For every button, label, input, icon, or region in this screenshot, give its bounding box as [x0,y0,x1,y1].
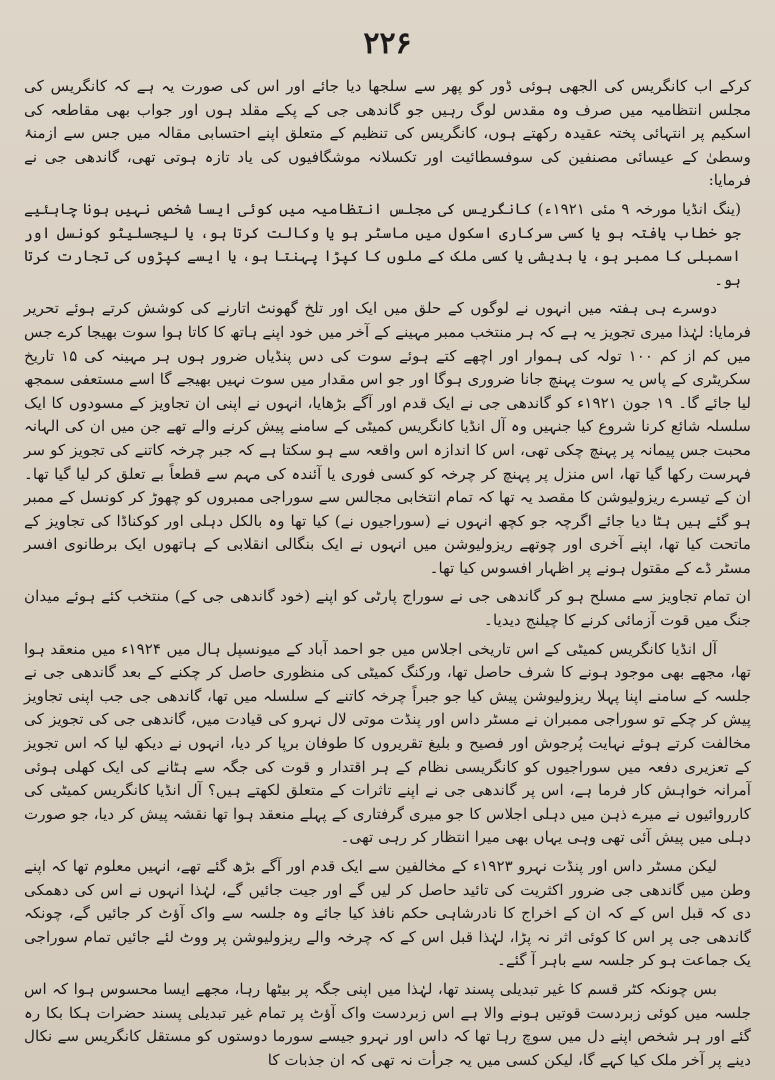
paragraph: دوسرے ہی ہفتہ میں انہوں نے لوگوں کے حلق میں ایک اور تلخ گھونٹ اتارنے کی کوشش کرتے ہوئے تحریر فرمایا: لہٰذا میری تجویز یہ ہے کہ ہر منتخب ممبر مہینے کے آخر میں خود اپنے ہاتھ کا کاتا ہوا سوت بھیجا کرے جس میں کم از کم ۱۰۰ تولہ کی ہموار اور اچھے کتے ہوئے سوت کی دس پنڈیاں ضرور ہوں ہر مہینہ کی ۱۵ تاریخ سکریٹری کے پاس یہ سوت پہنچ جانا ضروری ہوگا اور جو اس مقدار میں سوت نہیں بھیجے گا اسے مستعفی سمجھ لیا جائے گا۔ ۱۹ جون ۱۹۲۱ء کو گاندھی جی نے ایک قدم اور آگے بڑھایا، انہوں نے اپنی ان تجاویز کے مسودوں کا ایک سلسلہ شائع کرنا شروع کیا جنہیں وہ آل انڈیا کانگریس کمیٹی کے سامنے پیش کرنے والے تھے جن میں ان کی الہانہ محبت جس پیمانہ پر پہنچ چکی تھی، اس کا اندازہ اس واقعہ سے ہو سکتا ہے کہ جبر چرخہ کاتنے کی تجویز کو سر فہرست رکھا گیا تھا، اس منزل پر پہنچ کر چرخہ کو کسی فوری یا آئندہ کی مہم سے قطعاً بے تعلق کر لیا گیا تھا۔ ان کے تیسرے ریزولیوشن کا مقصد یہ تھا کہ تمام انتخابی مجالس سے سوراجی ممبروں کو چھوڑ کر کونسل کے ممبر ہو گئے ہیں ہٹا دیا جائے اگرچہ جو کچھ انہوں نے (سوراجیوں نے) کیا تھا وہ بالکل دہلی اور کوکناڈا کی تجاویز کے ماتحت کیا تھا، اپنے آخری اور چوتھے ریزولیوشن میں انہوں نے ایک بنگالی انقلابی کے ہاتھوں ایک برطانوی افسر مسٹر ڈے کے مقتول ہونے پر اظہار افسوس کیا تھا۔ [24,299,751,577]
page-number: ۲۲۶ [363,26,412,61]
page-text [24,75,751,1072]
paragraph: بس چونکہ کٹر قسم کا غیر تبدیلی پسند تھا، لہٰذا میں اپنی جگہ پر بیٹھا رہا، مجھے ایسا محسوس ہوا کہ اس جلسہ میں کوئی زبردست قوتیں ہونے والا ہے اس زبردست واک آؤٹ پر تمام غیر تبدیلی پسند حضرات ہکا بکا رہ گئے اور ہر شخص اپنے دل میں سوچ رہا تھا کہ داس اور نہرو جیسے سورما دوستوں کو مستقل کانگریس سے نکال دینے پر آخر ملک کیا کہے گا، لیکن کسی میں یہ جرأت نہ تھی کہ ان جذبات کا [24,979,751,1069]
paragraph: آل انڈیا کانگریس کمیٹی کے اس تاریخی اجلاس میں جو احمد آباد کے میونسپل ہال میں ۱۹۲۴ء میں منعقد ہوا تھا، مجھے بھی موجود ہونے کا شرف حاصل تھا، ورکنگ کمیٹی کی منظوری حاصل کر چکنے کے بعد گاندھی جی نے جلسہ کے سامنے اپنا پہلا ریزولیوشن پیش کیا جو جبراً چرخہ کاتنے کے سلسلہ میں تھا، گاندھی جی جب اپنی تجاویز پیش کر چکے تو سوراجی ممبران نے مسٹر داس اور پنڈت موتی لال نہرو کی قیادت میں، گاندھی جی کی تجویز کی مخالفت کرتے ہوئے نہایت پُرجوش اور فصیح و بلیغ تقریروں کا طوفان برپا کر دیا، انہوں نے دیکھ لیا کہ اس تجویز کے تعزیری دفعہ میں سوراجیوں کو کانگریسی نظام کے ہر اقتدار و قوت کی جگہ سے ہٹانے کی ایک کھلی ہوئی آمرانہ خواہش کار فرما ہے، اس پر گاندھی جی نے اپنے تاثرات کے متعلق لکھتے ہیں؟ آل انڈیا کانگریس کمیٹی کی کارروائیوں نے میرے ذہن میں دہلی اجلاس کا جو میری گرفتاری کے پہلے منعقد ہوا تھا نقشہ پیش کر دیا، جو صورت دہلی میں پیش آئی تھی وہی یہاں بھی میرا انتظار کر رہی تھی۔ [24,639,751,847]
paragraph: ان تمام تجاویز سے مسلح ہو کر گاندھی جی نے سوراج پارٹی کو اپنے (خود گاندھی جی کے) منتخب کئے ہوئے میدان جنگ میں قوت آزمائی کرنے کا چیلنج دیدیا۔ [24,587,751,630]
paragraph: کرکے اب کانگریس کی الجھی ہوئی ڈور کو پھر سے سلجھا دیا جائے اور اس کی صورت یہ ہے کہ کانگریس کی مجلس انتظامیہ میں صرف وہ مقدس لوگ رہیں جو گاندھی جی کے پکے مقلد ہوں اور جواب بھی مقاطعہ کی اسکیم پر انتہائی پختہ عقیدہ رکھتے ہوں، کانگریس کی تنظیم کے متعلق اپنے احتسابی مقالہ میں جس سے ازمنۂ وسطیٰ کے عیسائی مصنفین کی سوفسطائیت اور تکسلانہ موشگافیوں کی یاد تازہ ہوتی تھی، گاندھی جی نے فرمایا: [24,77,751,190]
quoted-paragraph: (ینگ انڈیا مورخہ ۹ مئی ۱۹۲۱ء) کانگریس کی مجلس انتظامیہ میں کوئی ایسا شخص نہیں ہونا چاہئیے جو خطاب یافتہ ہو یا کسی سرکاری اسکول میں ماسٹر ہو یا وکالت کرتا ہو، یا لیجسلیٹو کونسل اور اسمبلی کا ممبر ہو، یا بدیشی یا کسی ملک کے ملوں کا کپڑا پہنتا ہو، یا ایسے کپڑوں کی تجارت کرتا ہو۔ [24,199,742,289]
paragraph: لیکن مسٹر داس اور پنڈت نہرو ۱۹۲۳ء کے مخالفین سے ایک قدم اور آگے بڑھ گئے تھے، انہیں معلوم تھا کہ اپنے وطن میں گاندھی جی ضرور اکثریت کی تائید حاصل کر لیں گے اور جیت جائیں گے، لہٰذا انہوں نے اس کی دھمکی دی کہ قبل اس کے کہ ان کے اخراج کا نادرشاہی حکم نافذ کیا جائے وہ جلسہ سے واک آؤٹ کر جائیں گے، چونکہ گاندھی جی پر اس کا کوئی اثر نہ پڑا، لہٰذا قبل اس کے کہ چرخہ والے ریزولیوشن پر ووٹ لئے جائیں تمام سوراجی یک جماعت ہو کر جلسہ سے باہر آ گئے۔ [24,857,751,970]
